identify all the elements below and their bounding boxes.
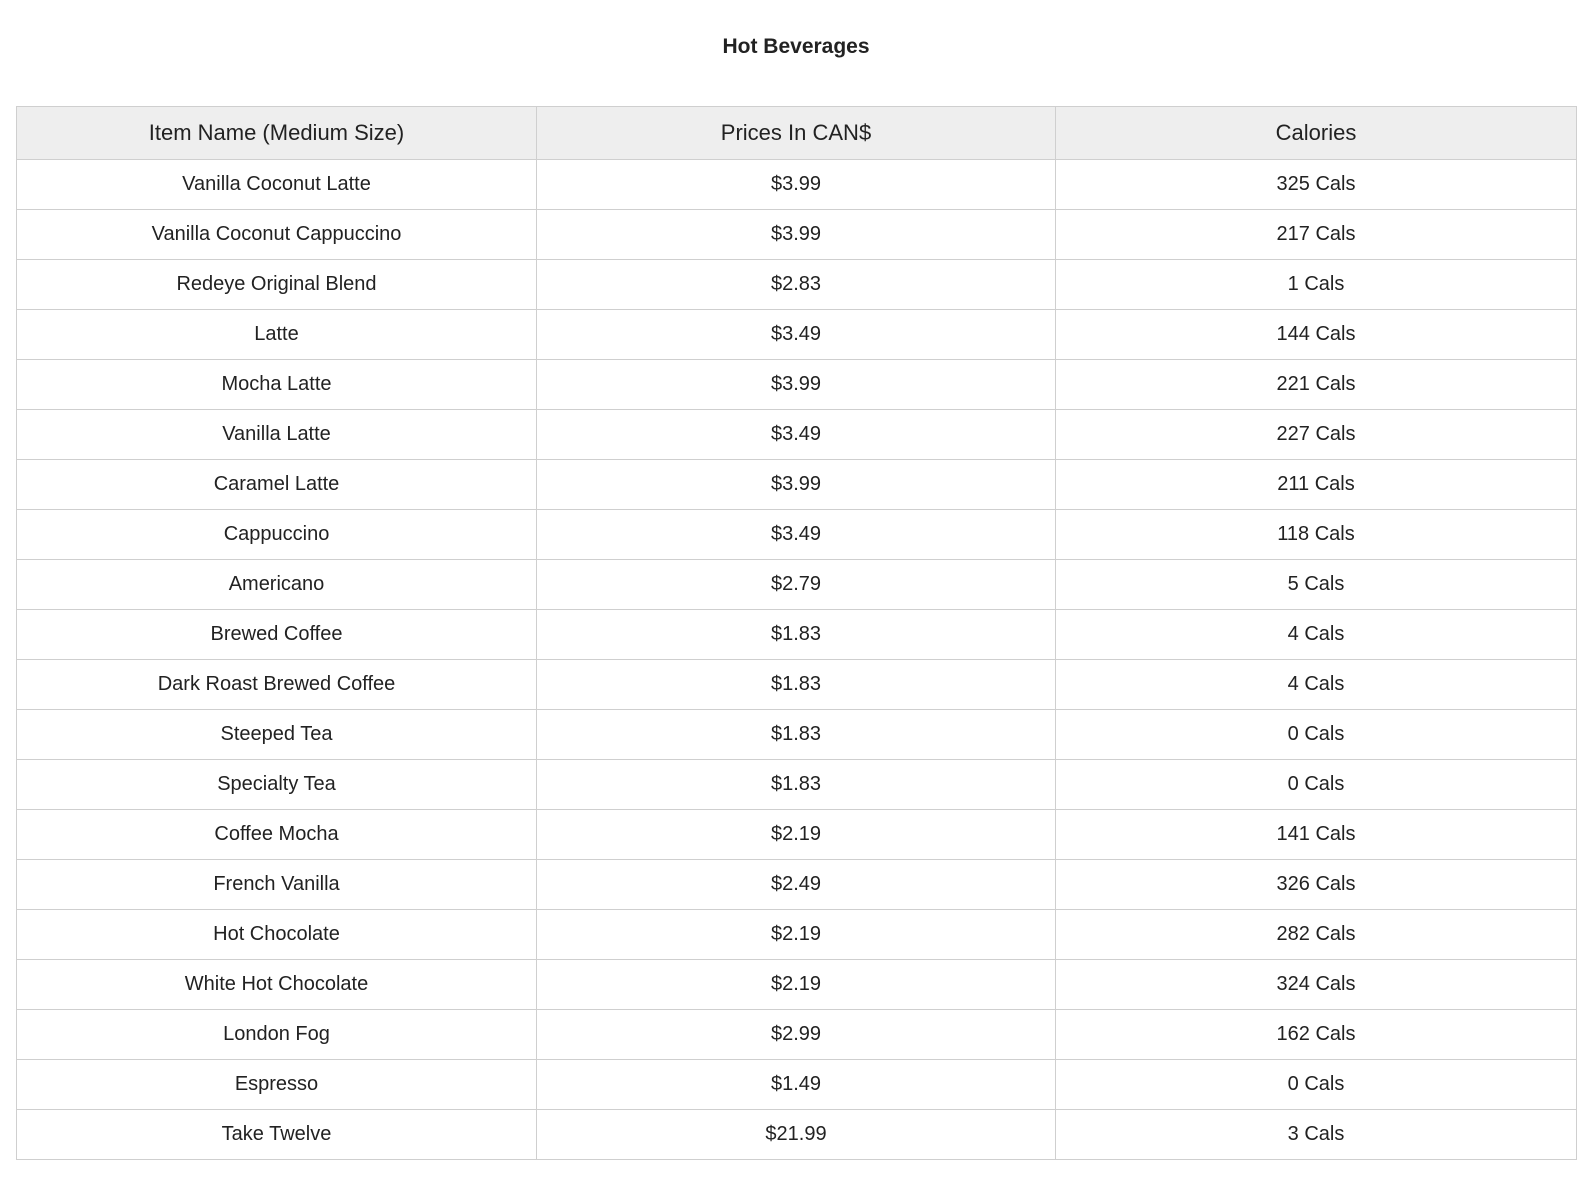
- price-cell: $1.83: [537, 660, 1056, 710]
- price-cell: $2.83: [537, 260, 1056, 310]
- calories-cell: 118 Cals: [1056, 510, 1577, 560]
- table-header-row: [17, 107, 1577, 160]
- calories-cell: 141 Cals: [1056, 810, 1577, 860]
- price-cell: $3.49: [537, 510, 1056, 560]
- table-row: [17, 410, 1577, 460]
- calories-cell: 217 Cals: [1056, 210, 1577, 260]
- price-cell: $1.83: [537, 710, 1056, 760]
- price-cell: $1.83: [537, 760, 1056, 810]
- price-cell: $2.49: [537, 860, 1056, 910]
- item-name-cell: Take Twelve: [17, 1110, 537, 1160]
- price-cell: $2.19: [537, 960, 1056, 1010]
- price-cell: $3.99: [537, 460, 1056, 510]
- table-row: [17, 660, 1577, 710]
- calories-cell: 282 Cals: [1056, 910, 1577, 960]
- calories-cell: 4 Cals: [1056, 660, 1577, 710]
- table-row: [17, 1010, 1577, 1060]
- price-cell: $2.19: [537, 810, 1056, 860]
- item-name-cell: Americano: [17, 560, 537, 610]
- item-name-cell: Cappuccino: [17, 510, 537, 560]
- item-name-cell: Caramel Latte: [17, 460, 537, 510]
- calories-cell: 162 Cals: [1056, 1010, 1577, 1060]
- price-cell: $3.49: [537, 310, 1056, 360]
- item-name-cell: Brewed Coffee: [17, 610, 537, 660]
- calories-cell: 0 Cals: [1056, 760, 1577, 810]
- item-name-cell: Steeped Tea: [17, 710, 537, 760]
- calories-cell: 324 Cals: [1056, 960, 1577, 1010]
- table-row: [17, 560, 1577, 610]
- table-row: [17, 610, 1577, 660]
- table-row: [17, 860, 1577, 910]
- item-name-cell: London Fog: [17, 1010, 537, 1060]
- calories-cell: 0 Cals: [1056, 710, 1577, 760]
- price-cell: $1.83: [537, 610, 1056, 660]
- calories-cell: 227 Cals: [1056, 410, 1577, 460]
- table-row: [17, 260, 1577, 310]
- table-row: [17, 460, 1577, 510]
- table-row: [17, 160, 1577, 210]
- price-cell: $1.49: [537, 1060, 1056, 1110]
- calories-cell: 326 Cals: [1056, 860, 1577, 910]
- price-cell: $3.99: [537, 160, 1056, 210]
- item-name-cell: Coffee Mocha: [17, 810, 537, 860]
- header-item-name: Item Name (Medium Size): [17, 107, 537, 160]
- item-name-cell: Dark Roast Brewed Coffee: [17, 660, 537, 710]
- item-name-cell: White Hot Chocolate: [17, 960, 537, 1010]
- table-row: [17, 310, 1577, 360]
- table-row: [17, 360, 1577, 410]
- item-name-cell: Latte: [17, 310, 537, 360]
- item-name-cell: Mocha Latte: [17, 360, 537, 410]
- calories-cell: 3 Cals: [1056, 1110, 1577, 1160]
- calories-cell: 144 Cals: [1056, 310, 1577, 360]
- calories-cell: 325 Cals: [1056, 160, 1577, 210]
- table-body: [17, 160, 1577, 1160]
- price-cell: $21.99: [537, 1110, 1056, 1160]
- table-row: [17, 510, 1577, 560]
- item-name-cell: Specialty Tea: [17, 760, 537, 810]
- price-cell: $3.99: [537, 210, 1056, 260]
- item-name-cell: Vanilla Coconut Latte: [17, 160, 537, 210]
- table-row: [17, 910, 1577, 960]
- table-row: [17, 710, 1577, 760]
- page-title: Hot Beverages: [722, 35, 870, 58]
- header-price: Prices In CAN$: [537, 107, 1056, 160]
- item-name-cell: Espresso: [17, 1060, 537, 1110]
- price-cell: $3.99: [537, 360, 1056, 410]
- calories-cell: 221 Cals: [1056, 360, 1577, 410]
- item-name-cell: Vanilla Latte: [17, 410, 537, 460]
- calories-cell: 211 Cals: [1056, 460, 1577, 510]
- item-name-cell: French Vanilla: [17, 860, 537, 910]
- item-name-cell: Redeye Original Blend: [17, 260, 537, 310]
- calories-cell: 1 Cals: [1056, 260, 1577, 310]
- calories-cell: 4 Cals: [1056, 610, 1577, 660]
- table-row: [17, 210, 1577, 260]
- table-row: [17, 810, 1577, 860]
- calories-cell: 0 Cals: [1056, 1060, 1577, 1110]
- calories-cell: 5 Cals: [1056, 560, 1577, 610]
- table-row: [17, 760, 1577, 810]
- price-cell: $2.99: [537, 1010, 1056, 1060]
- item-name-cell: Vanilla Coconut Cappuccino: [17, 210, 537, 260]
- item-name-cell: Hot Chocolate: [17, 910, 537, 960]
- price-cell: $3.49: [537, 410, 1056, 460]
- price-cell: $2.19: [537, 910, 1056, 960]
- beverage-table: [16, 106, 1577, 1160]
- table-row: [17, 1110, 1577, 1160]
- table-row: [17, 960, 1577, 1010]
- price-cell: $2.79: [537, 560, 1056, 610]
- header-calories: Calories: [1056, 107, 1577, 160]
- table-row: [17, 1060, 1577, 1110]
